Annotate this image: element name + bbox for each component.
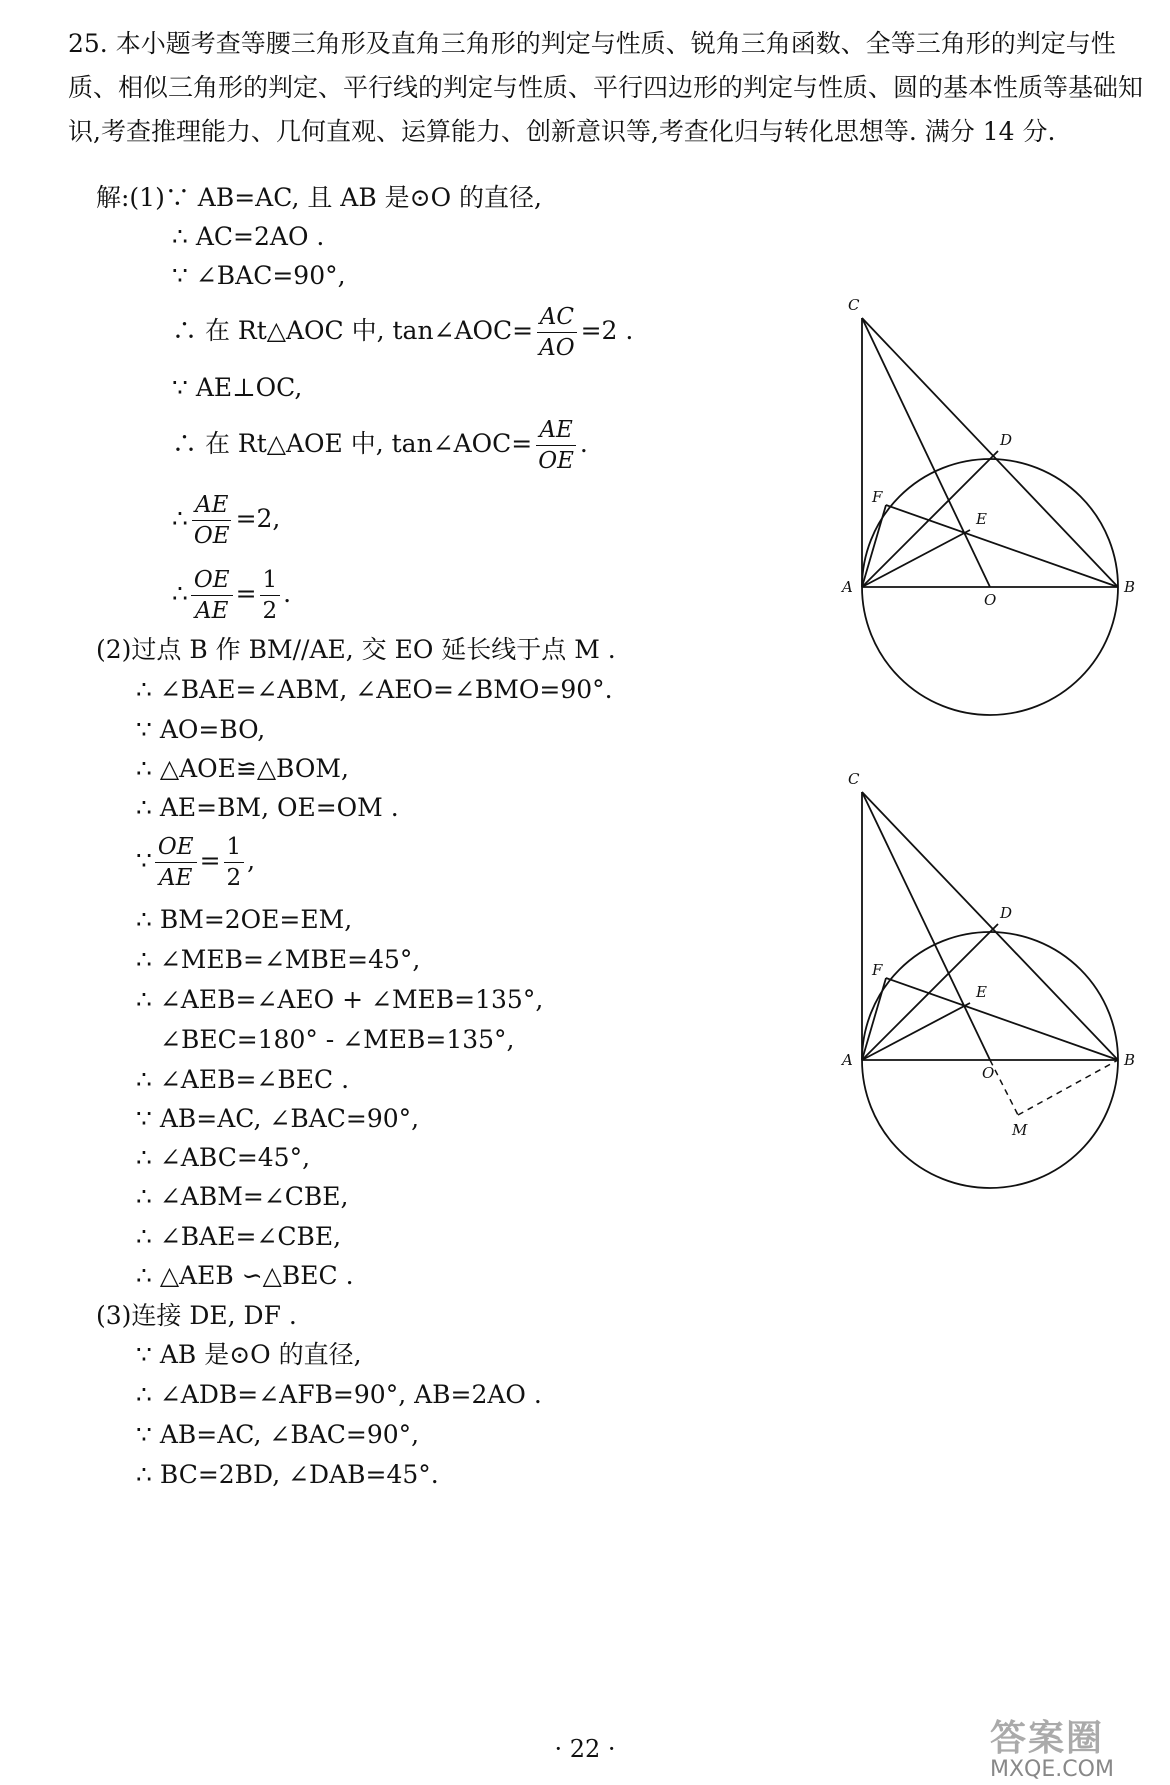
part3-line0: (3)连接 DE, DF .	[96, 1301, 297, 1330]
label-b: B	[1124, 1051, 1136, 1069]
part1-line7	[172, 490, 280, 551]
part2-frac-end: ,	[247, 846, 256, 875]
segment-co	[862, 792, 990, 1060]
part1-line5: ∵ AE⊥OC,	[172, 373, 303, 402]
part3-line1: ∵ AB 是⊙O 的直径,	[136, 1340, 362, 1369]
segment-mb-dashed	[1018, 1060, 1118, 1115]
geometry-figure-2	[830, 760, 1160, 1220]
part2-line7: ∴ ∠MEB=∠MBE=45°,	[136, 945, 421, 974]
part1-line1: 解:(1)∵ AB=AC, 且 AB 是⊙O 的直径,	[96, 183, 542, 212]
watermark-site: MXQE.COM	[990, 1757, 1114, 1782]
frac-den: AO	[539, 335, 575, 361]
segment-ae	[862, 1003, 970, 1060]
page-number: · 22 ·	[554, 1735, 616, 1763]
part2-line10: ∴ ∠AEB=∠BEC .	[136, 1065, 350, 1094]
part1-line7-text: ∴	[172, 504, 188, 533]
label-a: A	[842, 578, 853, 596]
part2-line3: ∴ △AOE≌△BOM,	[136, 754, 349, 783]
frac-num: AE	[536, 415, 575, 446]
fraction-ae-oe	[535, 415, 577, 476]
part3-line4: ∴ BC=2BD, ∠DAB=45°.	[136, 1460, 439, 1489]
frac-num: OE	[155, 832, 197, 863]
segment-fb	[886, 505, 1118, 587]
label-f: F	[872, 488, 883, 506]
watermark-logo-text: 答案圈	[990, 1718, 1105, 1759]
part2-line8: ∴ ∠AEB=∠AEO + ∠MEB=135°,	[136, 985, 544, 1014]
frac-den: OE	[538, 448, 574, 474]
part1-line7-end: =2,	[235, 504, 281, 533]
label-e: E	[976, 983, 987, 1001]
part2-line1: ∴ ∠BAE=∠ABM, ∠AEO=∠BMO=90°.	[136, 675, 613, 704]
problem-intro: 25. 本小题考查等腰三角形及直角三角形的判定与性质、锐角三角函数、全等三角形的判定与性质、相似三角形的判定、平行线的判定与性质、平行四边形的判定与性质、圆的基本性质等基础知识,考查推理能力、几何直观、运算能力、创新意识等,考查化归与转化思想等. 满分 14 分.	[68, 29, 1144, 146]
part1-line4-end: =2 .	[580, 316, 634, 345]
frac-num: 1	[260, 565, 281, 596]
fraction-oe-ae	[191, 565, 233, 626]
segment-cb	[862, 792, 1118, 1060]
part2-line2: ∵ AO=BO,	[136, 715, 266, 744]
segment-fb	[886, 978, 1118, 1060]
part1-line4	[172, 302, 633, 363]
part1-line8-text: ∴	[172, 579, 188, 608]
part1-line8-end: .	[283, 579, 292, 608]
frac-den: AE	[195, 598, 229, 624]
frac-num: AE	[192, 490, 231, 521]
label-a: A	[842, 1051, 853, 1069]
part2-line4: ∴ AE=BM, OE=OM .	[136, 793, 399, 822]
segment-cb	[862, 318, 1118, 587]
part2-line11: ∵ AB=AC, ∠BAC=90°,	[136, 1104, 420, 1133]
part1-line4-text: ∴ 在 Rt△AOC 中, tan∠AOC=	[172, 316, 534, 345]
part1-line6-text: ∴ 在 Rt△AOE 中, tan∠AOC=	[172, 429, 533, 458]
because-symbol: ∵	[136, 846, 152, 875]
frac-num: AC	[537, 302, 577, 333]
part1-line3: ∵ ∠BAC=90°,	[172, 261, 346, 290]
fraction-one-half	[260, 565, 281, 626]
part2-line0: (2)过点 B 作 BM//AE, 交 EO 延长线于点 M .	[96, 635, 616, 664]
part2-line6: ∴ BM=2OE=EM,	[136, 905, 353, 934]
equals: =	[235, 579, 257, 608]
part3-line3: ∵ AB=AC, ∠BAC=90°,	[136, 1420, 420, 1449]
part3-line2: ∴ ∠ADB=∠AFB=90°, AB=2AO .	[136, 1380, 542, 1409]
label-d: D	[1000, 904, 1013, 922]
label-m: M	[1012, 1121, 1028, 1139]
label-o: O	[982, 1064, 995, 1082]
part2-line13: ∴ ∠ABM=∠CBE,	[136, 1182, 349, 1211]
label-c: C	[848, 770, 860, 788]
label-d: D	[1000, 431, 1013, 449]
fraction-one-half-2	[224, 832, 245, 893]
label-b: B	[1124, 578, 1136, 596]
label-f: F	[872, 961, 883, 979]
part1-line6	[172, 415, 588, 476]
label-o: O	[984, 591, 997, 609]
frac-num: 1	[224, 832, 245, 863]
watermark	[990, 1710, 1114, 1782]
equals: =	[199, 846, 221, 875]
fraction-ae-oe-2	[191, 490, 233, 551]
frac-den: AE	[159, 865, 193, 891]
segment-ae	[862, 530, 970, 587]
part1-line6-end: .	[579, 429, 588, 458]
label-c: C	[848, 296, 860, 314]
frac-den: 2	[226, 865, 242, 891]
fraction-ac-ao	[536, 302, 577, 363]
part2-frac-line	[136, 832, 255, 893]
segment-co	[862, 318, 990, 587]
geometry-figure-1	[830, 290, 1160, 750]
part1-line2: ∴ AC=2AO .	[172, 222, 325, 251]
part2-line12: ∴ ∠ABC=45°,	[136, 1143, 311, 1172]
part1-line8	[172, 565, 291, 626]
label-e: E	[976, 510, 987, 528]
part2-line14: ∴ ∠BAE=∠CBE,	[136, 1222, 342, 1251]
frac-den: OE	[193, 523, 230, 549]
part2-line9: ∠BEC=180° - ∠MEB=135°,	[160, 1025, 515, 1054]
fraction-oe-ae-2	[155, 832, 197, 893]
part2-line15: ∴ △AEB ∽△BEC .	[136, 1261, 354, 1290]
frac-num: OE	[191, 565, 233, 596]
frac-den: 2	[262, 598, 278, 624]
